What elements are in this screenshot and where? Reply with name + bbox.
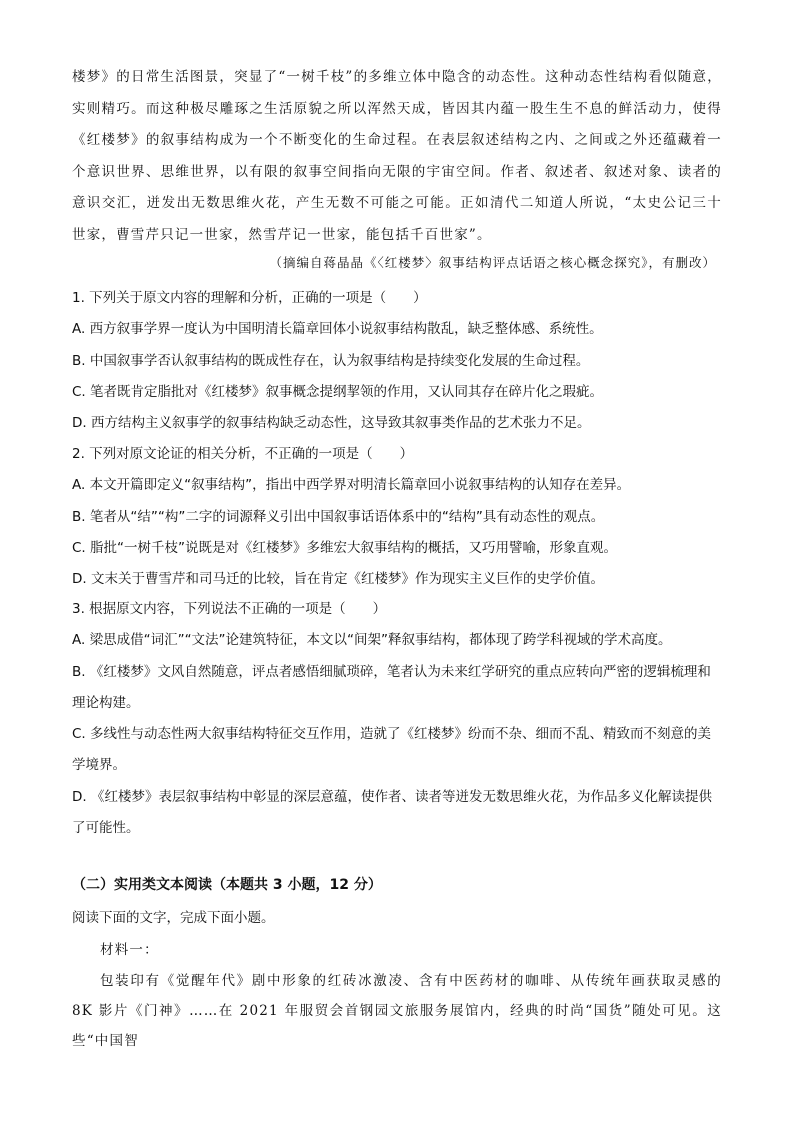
option-c: C. 笔者既肯定脂批对《红楼梦》叙事概念提纲挈领的作用，又认同其存在碎片化之瑕疵。 [72,383,604,400]
option-c: C. 脂批“一树千枝”说既是对《红楼梦》多维宏大叙事结构的概括，又巧用譬喻，形象直观。 [72,539,617,556]
question-stem: 1. 下列关于原文内容的理解和分析，正确的一项是（ ） [72,290,427,306]
material-text: 包装印有《觉醒年代》剧中形象的红砖冰激凌、含有中医药材的咖啡、从传统年画获取灵感的 8K 影片《门神》……在 2021 年服贸会首钢园文旅服务展馆内，经典的时尚“国货”随处可见。这些“中国智 [72,973,722,1049]
option-c: C. 多线性与动态性两大叙事结构特征交互作用，造就了《红楼梦》纷而不杂、细而不乱、精致而不刻意的美学境界。 [72,726,712,774]
passage-tail: 楼梦》的日常生活图景，突显了“一树千枝”的多维立体中隐含的动态性。这种动态性结构看似随意，实则精巧。而这种极尽雕琢之生活原貌之所以浑然天成，皆因其内蕴一股生生不息的鲜活动力，使得《红楼梦》的叙事结构成为一个不断变化的生命过程。在表层叙述结构之内、之间或之外还蕴藏着一个意识世界、思维世界，以有限的叙事空间指向无限的宇宙空间。作者、叙述者、叙述对象、读者的意识交汇，迸发出无数思维火花，产生无数不可能之可能。正如清代二知道人所说，“太史公记三十世家，曹雪芹只记一世家，然雪芹记一世家，能包括千百世家”。 [72,69,722,243]
option-d: D. 文末关于曹雪芹和司马迁的比较，旨在肯定《红楼梦》作为现实主义巨作的史学价值。 [72,571,604,588]
section-instruction: 阅读下面的文字，完成下面小题。 [72,910,275,926]
question-stem: 2. 下列对原文论证的相关分析，不正确的一项是（ ） [72,446,414,462]
option-d: D. 《红楼梦》表层叙事结构中彰显的深层意蕴，使作者、读者等迸发无数思维火花，为作品多义化解读提供了可能性。 [72,788,712,837]
question-1 [72,283,722,439]
section-heading: （二）实用类文本阅读（本题共 3 小题，12 分） [72,877,382,893]
material-label: 材料一： [100,942,159,958]
option-a: A. 西方叙事学界一度认为中国明清长篇章回体小说叙事结构散乱，缺乏整体感、系统性。 [72,321,603,338]
option-a: A. 梁思成借“词汇”“文法”论建筑特征，本文以“间架”释叙事结构，都体现了跨学科视域的学术高度。 [72,632,672,649]
option-d: D. 西方结构主义叙事学的叙事结构缺乏动态性，这导致其叙事类作品的艺术张力不足。 [72,415,591,432]
option-b: B. 《红楼梦》文风自然随意，评点者感悟细腻琐碎，笔者认为未来红学研究的重点应转向严密的逻辑梳理和理论构建。 [72,663,711,711]
question-stem: 3. 根据原文内容，下列说法不正确的一项是（ ） [72,601,387,617]
option-a: A. 本文开篇即定义“叙事结构”，指出中西学界对明清长篇章回小说叙事结构的认知存在差异。 [72,477,631,494]
option-b: B. 中国叙事学否认叙事结构的既成性存在，认为叙事结构是持续变化发展的生命过程。 [72,352,590,369]
question-2 [72,439,722,595]
question-3 [72,594,722,844]
source-note: （摘编自蒋晶晶《〈红楼梦〉叙事结构评点话语之核心概念探究》，有删改） [269,255,716,270]
option-b: B. 笔者从“结”“构”二字的词源释义引出中国叙事话语体系中的“结构”具有动态性的观点。 [72,508,605,525]
